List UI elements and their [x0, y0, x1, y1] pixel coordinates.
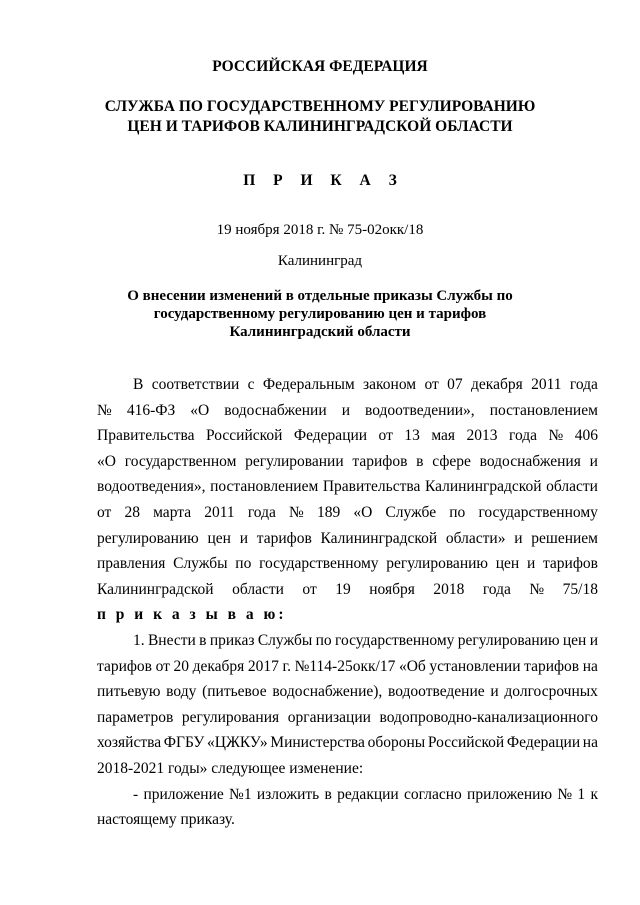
body-line: 2018-2021 годы» следующее изменение: [97, 759, 364, 777]
body-line: водоотведения», постановлением Правительства Калининградской области [97, 478, 598, 496]
paragraph-item-1 [97, 628, 598, 782]
body-line: питьевую воду (питьевое водоснабжение), водоотведение и долгосрочных [97, 683, 598, 701]
body-line: «О государственном регулировании тарифов в сфере водоснабжения и [97, 452, 598, 470]
body-line: регулированию цен и тарифов Калининградской области» и решением [97, 529, 598, 547]
order-word: п р и к а з ы в а ю: [97, 606, 287, 624]
body-line: - приложение №1 изложить в редакции согласно приложению № 1 к [133, 785, 598, 803]
document-type-heading: П Р И К А З [243, 172, 404, 189]
service-heading [0, 97, 640, 137]
country-heading: РОССИЙСКАЯ ФЕДЕРАЦИЯ [212, 58, 428, 75]
body-line: настоящему приказу. [97, 811, 235, 829]
body-line: Калининградской области от 19 ноября 2018 года № 75/18 [97, 580, 598, 598]
date-and-number: 19 ноября 2018 г. № 75-02окк/18 [216, 222, 424, 238]
document-title [0, 287, 640, 341]
body-line: хозяйства ФГБУ «ЦЖКУ» Министерства обороны Российской Федерации на [97, 734, 598, 752]
body-line: правления Службы по государственному регулированию цен и тарифов [97, 555, 598, 573]
body-line: № 416-ФЗ «О водоснабжении и водоотведении», постановлением [97, 401, 598, 419]
body-line: параметров регулирования организации водопроводно-канализационного [97, 708, 598, 726]
body-line: тарифов от 20 декабря 2017 г. №114-25окк/17 «Об установлении тарифов на [97, 657, 598, 675]
paragraph-basis [97, 372, 598, 602]
body-line: от 28 марта 2011 года № 189 «О Службе по государственному [97, 503, 598, 521]
document-body [0, 372, 640, 833]
document-title-line3: Калининградский области [229, 324, 411, 340]
body-line: В соответствии с Федеральным законом от 07 декабря 2011 года [133, 376, 598, 393]
body-line: 1. Внести в приказ Службы по государственному регулированию цен и [133, 631, 598, 649]
city-name: Калининград [277, 253, 363, 269]
body-line: Правительства Российской Федерации от 13 мая 2013 года № 406 [97, 427, 598, 445]
paragraph-item-1-amendment [97, 782, 598, 833]
document-title-line2: государственному регулированию цен и тарифов [153, 306, 487, 322]
service-heading-line2: ЦЕН И ТАРИФОВ КАЛИНИНГРАДСКОЙ ОБЛАСТИ [127, 118, 513, 135]
document-title-line1: О внесении изменений в отдельные приказы Службы по [127, 288, 513, 304]
service-heading-line1: СЛУЖБА ПО ГОСУДАРСТВЕННОМУ РЕГУЛИРОВАНИЮ [104, 98, 536, 115]
